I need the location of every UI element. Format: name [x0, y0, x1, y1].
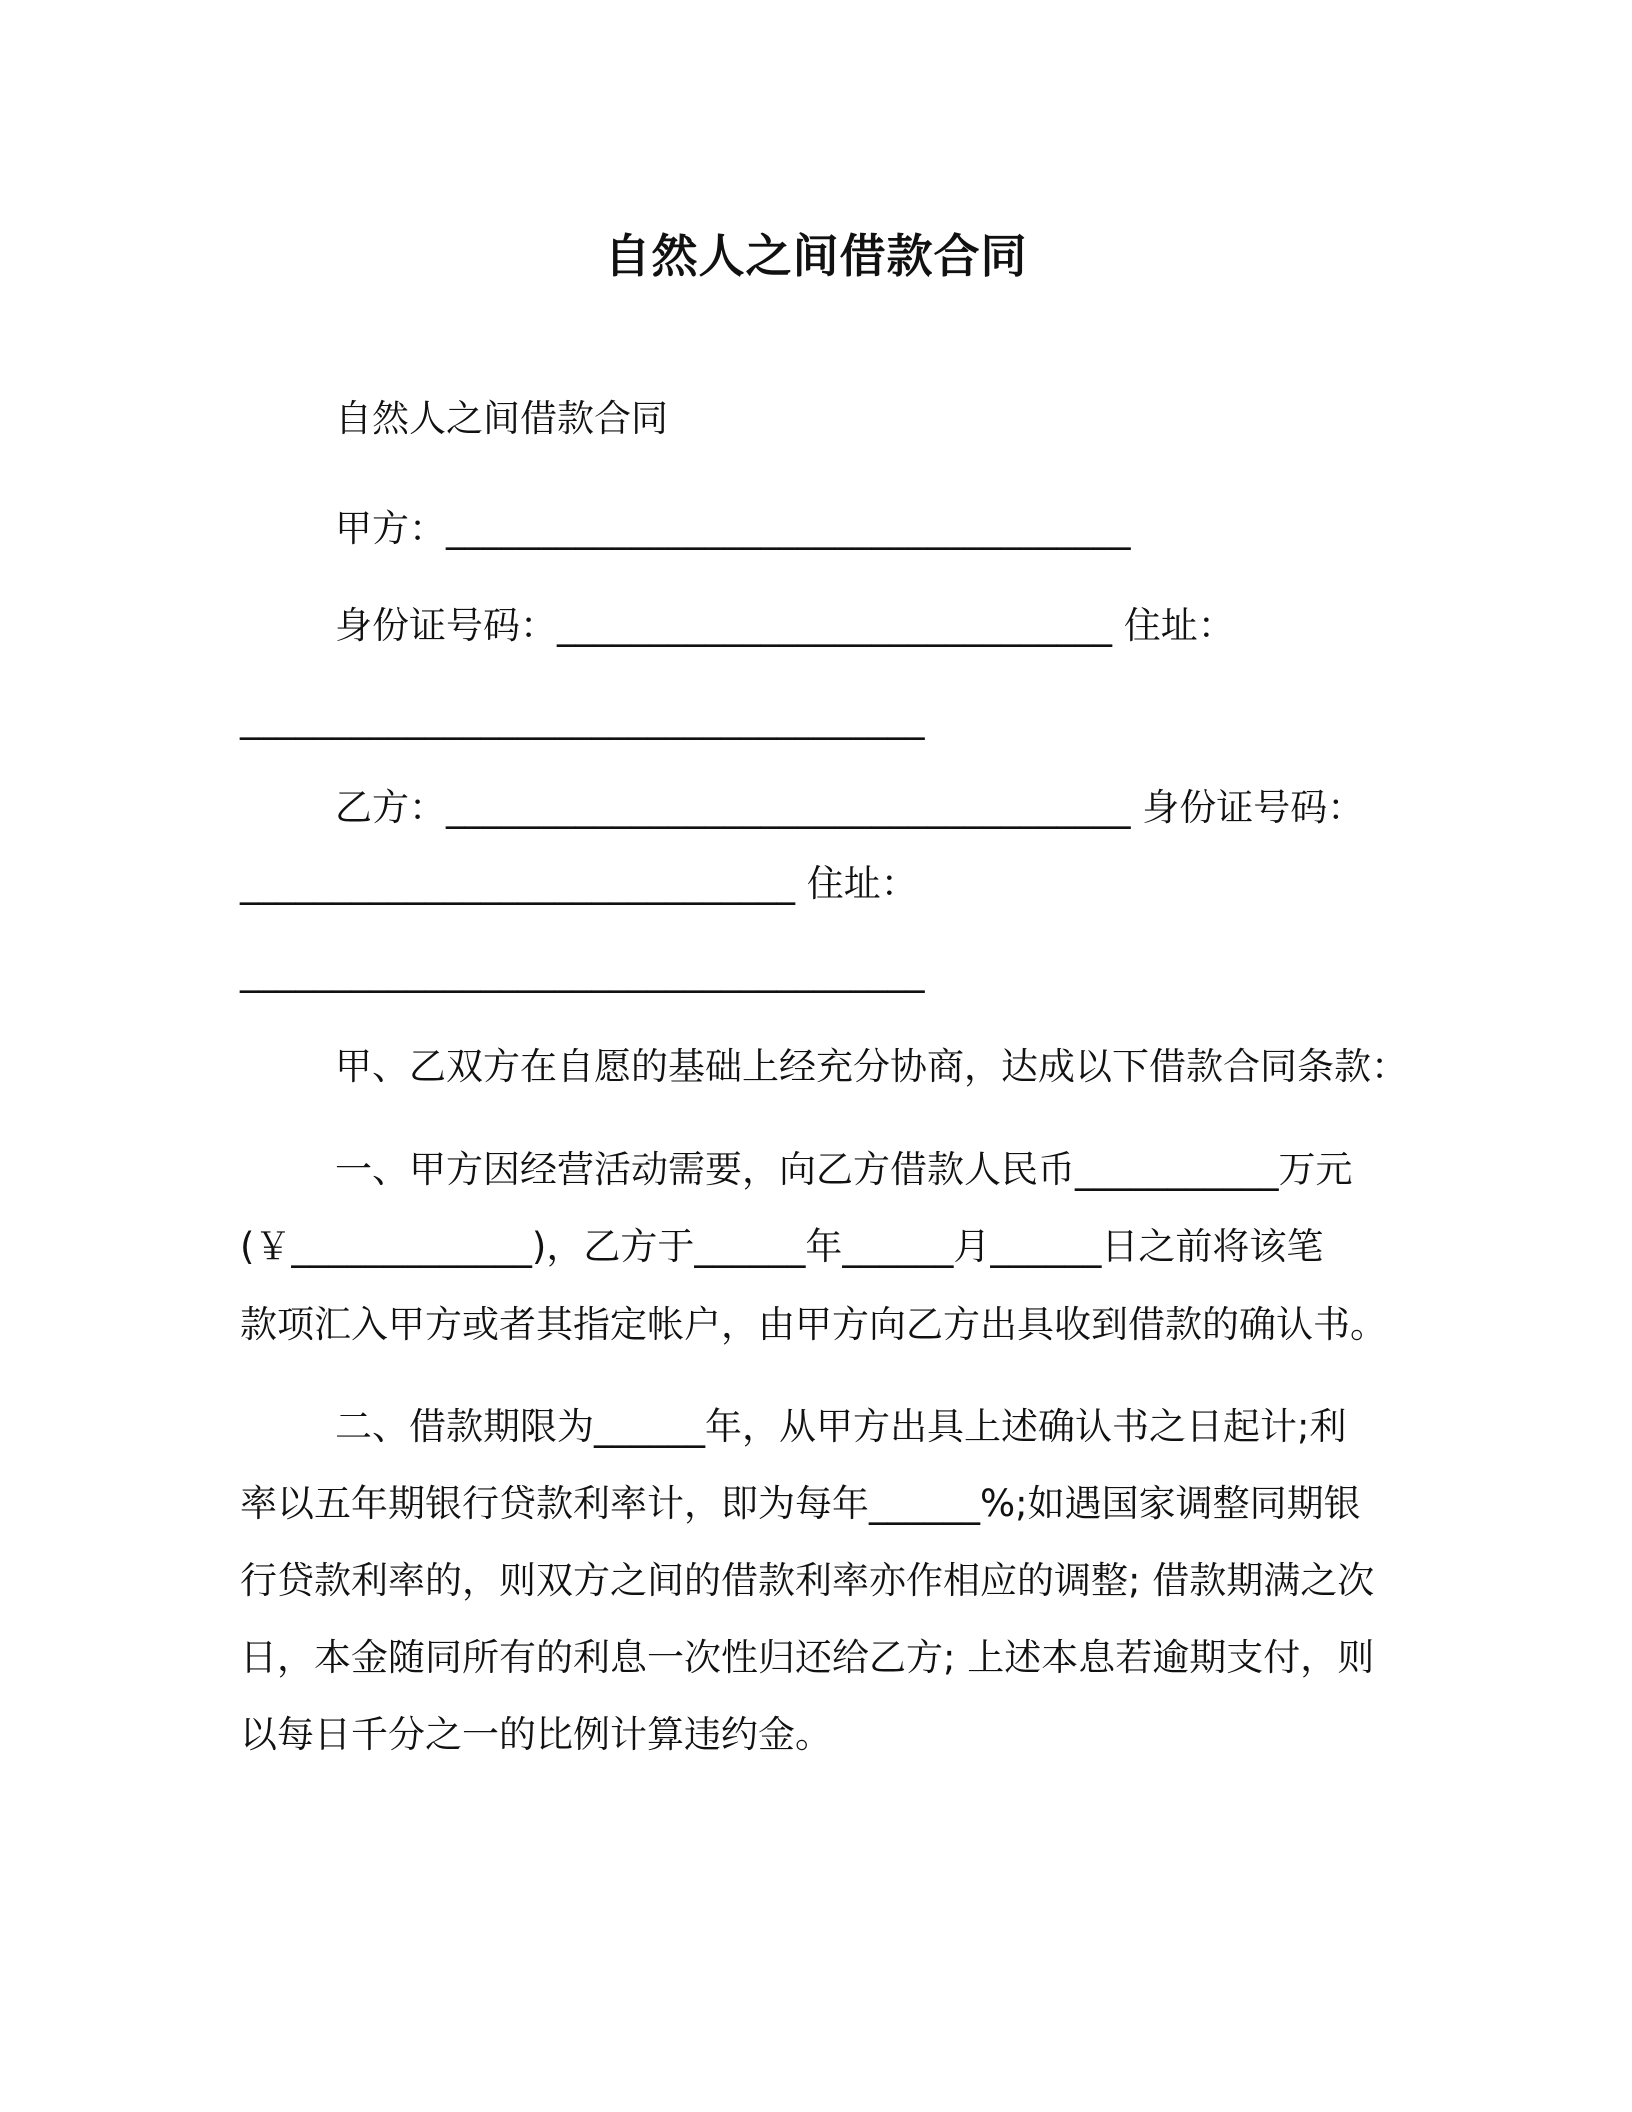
party-b-id-line: ______________________________ 住址：: [240, 862, 918, 905]
party-b-line: 乙方：_____________________________________ 身份证号码：: [335, 786, 1365, 829]
clause-2-line-4: 日，本金随同所有的利息一次性归还给乙方; 上述本息若逾期支付，则: [240, 1636, 1375, 1679]
clause-2-line-3: 行贷款利率的，则双方之间的借款利率亦作相应的调整; 借款期满之次: [240, 1559, 1375, 1602]
clause-1-line-3: 款项汇入甲方或者其指定帐户，由甲方向乙方出具收到借款的确认书。: [240, 1303, 1387, 1346]
party-a-id-line: 身份证号码：______________________________ 住址：: [335, 604, 1235, 647]
clause-1-line-1: 一、甲方因经营活动需要，向乙方借款人民币___________万元: [335, 1148, 1353, 1191]
clause-2-line-5: 以每日千分之一的比例计算违约金。: [240, 1713, 832, 1756]
clause-2-line-1: 二、借款期限为______年，从甲方出具上述确认书之日起计;利: [335, 1405, 1347, 1448]
party-b-address-line: _____________________________________: [240, 950, 925, 993]
clause-1-line-2: (￥_____________)，乙方于______年______月______日之前将该笔: [240, 1225, 1324, 1268]
party-a-line: 甲方：_____________________________________: [335, 507, 1131, 550]
party-a-address-line: _____________________________________: [240, 697, 925, 740]
preamble-line: 甲、乙双方在自愿的基础上经充分协商，达成以下借款合同条款：: [335, 1045, 1408, 1088]
clause-2-line-2: 率以五年期银行贷款利率计，即为每年______%;如遇国家调整同期银: [240, 1482, 1361, 1525]
document-title: 自然人之间借款合同: [604, 229, 1028, 283]
subtitle-line: 自然人之间借款合同: [335, 397, 668, 440]
